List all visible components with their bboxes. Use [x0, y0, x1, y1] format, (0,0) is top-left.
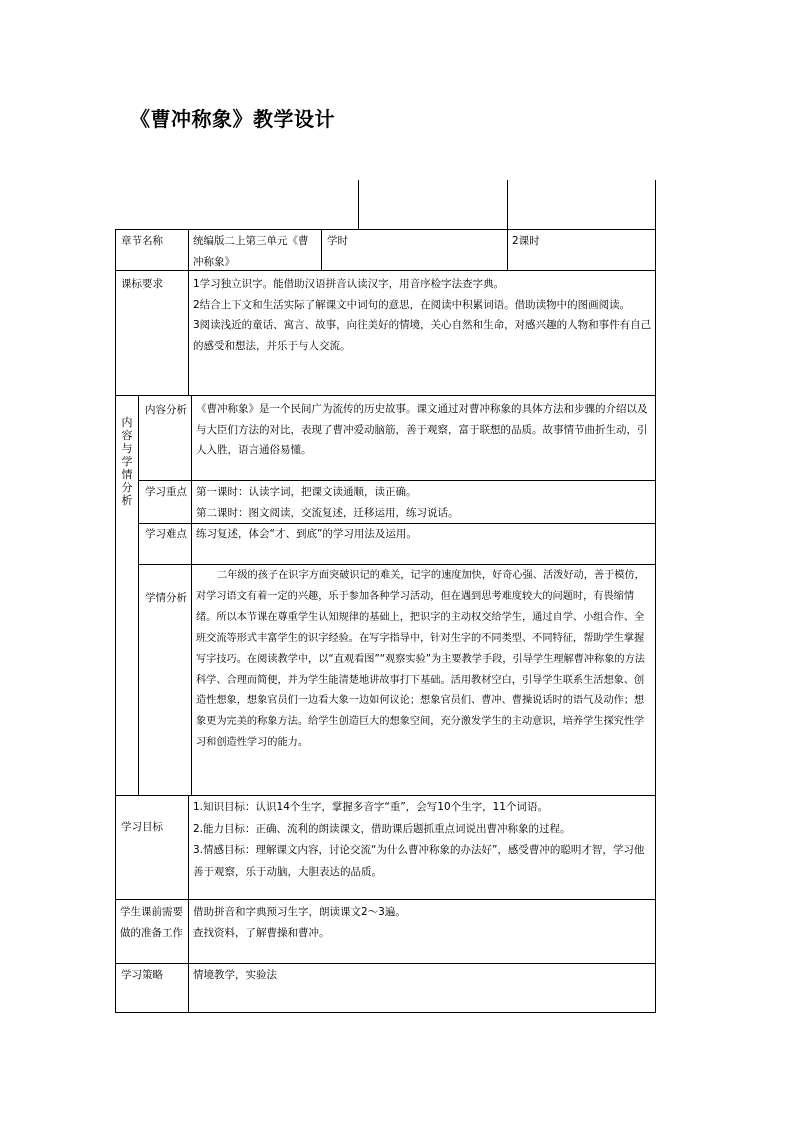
table-rule: [115, 963, 656, 964]
chapter-value: 统编版二上第三单元《曹冲称象》: [193, 235, 309, 268]
curriculum-label: 课标要求: [121, 278, 163, 290]
table-rule: [188, 795, 189, 1013]
list-item: 2.能力目标：正确、流利的朗读课文，借助课后题抓重点词说出曹冲称象的过程。: [193, 822, 571, 835]
table-rule: [188, 229, 189, 395]
list-item: 2结合上下文和生活实际了解课文中词句的意思，在阅读中积累词语。借助读物中的图画阅读。: [193, 298, 631, 311]
strategy-text: 情境教学，实验法: [193, 969, 277, 981]
table-rule: [138, 564, 656, 565]
hours-label: 学时: [327, 235, 348, 247]
table-rule: [115, 229, 656, 230]
key-label: 学习重点: [145, 486, 187, 498]
table-rule: [115, 395, 656, 396]
table-rule: [115, 229, 116, 1013]
list-item: 1学习独立识字。能借助汉语拼音认读汉字，用音序检字法查字典。: [193, 278, 505, 290]
key-points: [196, 482, 653, 523]
table-rule: [655, 229, 656, 1013]
prep-items: [193, 902, 653, 943]
list-item: 借助拼音和字典预习生字，朗读课文2～3遍。: [193, 906, 406, 918]
hours-value: 2课时: [512, 235, 540, 247]
chapter-label: 章节名称: [121, 235, 163, 247]
list-item: 查找资料，了解曹操和曹冲。: [193, 926, 330, 939]
table-rule: [358, 180, 359, 229]
prep-label: 学生课前需要做的准备工作: [120, 906, 183, 939]
curriculum-requirements: [193, 274, 653, 356]
list-item: 第二课时：图文阅读，交流复述，迁移运用，练习说话。: [196, 506, 459, 519]
learning-goals: [193, 797, 653, 883]
table-rule: [115, 1012, 656, 1013]
learner-analysis: 二年级的孩子在识字方面突破识记的难关，记字的速度加快，好奇心强、活泼好动，善于模仿，对学习语文有着一定的兴趣，乐于参加各种学习活动，但在遇到思考难度较大的问题时，有畏缩情绪。所以本节课在尊重学生认知规律的基础上，把识字的主动权交给学生，通过自学、小组合作、全班交流等形式丰富学生的识字经验。在写字指导中，针对生字的不同类型、不同特征，帮助学生掌握写字技巧。在阅读教学中，以“直观看图”“观察实验”为主要教学手段，引导学生理解曹冲称象的方法科学、合理而简便，并为学生能清楚地讲故事打下基础。活用教材空白，引导学生联系生活想象、创造性想象，想象官员们一边看大象一边如何议论；想象官员们、曹冲、曹操说话时的语气及动作；想象更为完美的称象方法。给学生创造巨大的想象空间，充分激发学生的主动意识，培养学生探究性学习和创造性学习的能力。: [196, 570, 645, 749]
strategy-label: 学习策略: [121, 969, 163, 981]
group-label: 内容与学情分析: [121, 416, 133, 507]
list-item: 3阅读浅近的童话、寓言、故事，向往美好的情境，关心自然和生命，对感兴趣的人物和事件有自己的感受和想法，并乐于与人交流。: [193, 319, 652, 352]
learner-label: 学情分析: [145, 592, 187, 604]
page-title: 《曹冲称象》教学设计: [130, 107, 335, 131]
goals-label: 学习目标: [121, 821, 163, 833]
table-rule: [321, 229, 322, 270]
table-rule: [507, 180, 508, 229]
table-rule: [655, 180, 656, 229]
difficulty-text: 练习复述，体会“才、到底”的学习用法及运用。: [196, 528, 417, 540]
table-rule: [507, 229, 508, 270]
table-rule: [115, 899, 656, 900]
table-rule: [138, 480, 656, 481]
table-rule: [115, 795, 656, 796]
content-analysis: 《曹冲称象》是一个民间广为流传的历史故事。课文通过对曹冲称象的具体方法和步骤的介绍以及与大臣们方法的对比，表现了曹冲爱动脑筋，善于观察，富于联想的品质。故事情节曲折生动，引人入胜，语言通俗易懂。: [196, 403, 648, 457]
list-item: 1.知识目标：认识14个生字，掌握多音字“重”，会写10个生字，11个词语。: [193, 801, 548, 813]
list-item: 3.情感目标：理解课文内容，讨论交流“为什么曹冲称象的办法好”，感受曹冲的聪明才智，学习他善于观察，乐于动脑，大胆表达的品质。: [193, 844, 645, 878]
table-rule: [138, 395, 139, 795]
list-item: 第一课时：认读字词，把课文读通顺，读正确。: [196, 486, 417, 498]
content-label: 内容分析: [145, 404, 187, 416]
table-rule: [191, 395, 192, 795]
difficulty-label: 学习难点: [145, 528, 187, 540]
